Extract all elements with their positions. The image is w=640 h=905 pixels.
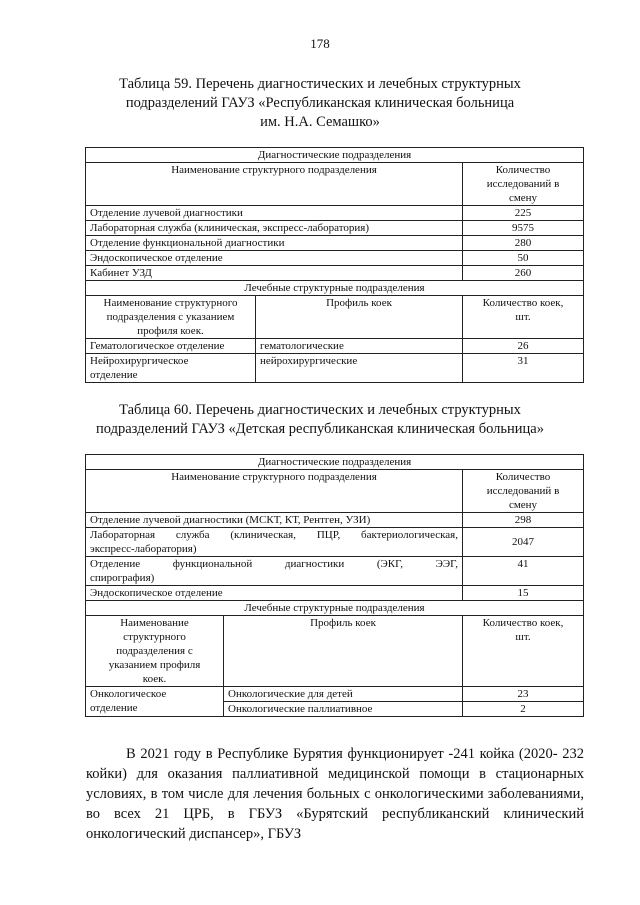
table-row: Эндоскопическое отделение 15 (86, 586, 584, 601)
column-header-beds: Количество коек, шт. (463, 296, 584, 339)
table-row: Отделение функциональной диагностики 280 (86, 236, 584, 251)
caption-line: подразделений ГАУЗ «Республиканская клиническая больница (125, 95, 515, 111)
body-paragraph: В 2021 году в Республике Бурятия функционирует -241 койка (2020- 232 койки) для оказания паллиативной медицинской помощи в стационарных условиях, в том числе для лечения больных с онкологическими заболеваниями, во всех 21 ЦРБ, в ГБУЗ «Бурятский республиканский клинический онкологический диспансер», ГБУЗ (86, 746, 585, 842)
column-header-unit: Наименование структурного подразделения с указанием профиля коек. (86, 296, 256, 339)
caption-line: им. Н.А. Семашко» (260, 114, 380, 130)
caption-line: подразделений ГАУЗ «Детская республиканская клиническая больница» (96, 421, 544, 437)
table-row: Отделение лучевой диагностики (МСКТ, КТ, Рентген, УЗИ) 298 (86, 513, 584, 528)
table-row: Нейрохирургическое отделение нейрохирургические 31 (86, 354, 584, 383)
caption-line: Таблица 59. Перечень диагностических и лечебных структурных (119, 76, 521, 92)
table-row: Эндоскопическое отделение 50 (86, 251, 584, 266)
table-row: Лабораторная служба (клиническая, экспресс-лаборатория) 9575 (86, 221, 584, 236)
oncology-unit-cell: Онкологическое отделение (86, 687, 224, 717)
table-row: Отделение лучевой диагностики 225 (86, 206, 584, 221)
column-header-profile: Профиль коек (224, 616, 463, 687)
column-header-name: Наименование структурного подразделения (86, 163, 463, 206)
column-header-beds: Количество коек, шт. (463, 616, 584, 687)
table-row: Гематологическое отделение гематологические 26 (86, 339, 584, 354)
treatment-section-header: Лечебные структурные подразделения (86, 281, 584, 296)
diagnostic-section-header: Диагностические подразделения (86, 148, 584, 163)
diagnostic-section-header: Диагностические подразделения (86, 455, 584, 470)
column-header-count: Количество исследований в смену (463, 163, 584, 206)
table-60-caption (60, 401, 580, 439)
table-row: Лабораторная служба (клиническая, ПЦР, бактериологическая, экспресс-лаборатория) 2047 (86, 528, 584, 557)
page-number: 178 (310, 36, 330, 51)
table-row: Онкологическое отделение Онкологические для детей 23 (86, 687, 584, 702)
table-59-caption (60, 75, 580, 132)
table-row: Кабинет УЗД 260 (86, 266, 584, 281)
treatment-section-header: Лечебные структурные подразделения (86, 601, 584, 616)
column-header-count: Количество исследований в смену (463, 470, 584, 513)
caption-line: Таблица 60. Перечень диагностических и лечебных структурных (119, 402, 521, 418)
table-60 (85, 454, 584, 717)
column-header-unit: Наименование структурного подразделения с указанием профиля коек. (86, 616, 224, 687)
column-header-profile: Профиль коек (256, 296, 463, 339)
column-header-name: Наименование структурного подразделения (86, 470, 463, 513)
table-59 (85, 147, 584, 383)
table-row: Онкологические паллиативное 2 (86, 702, 584, 717)
table-row: Отделение функциональной диагностики (ЭКГ, ЭЭГ, спирография) 41 (86, 557, 584, 586)
